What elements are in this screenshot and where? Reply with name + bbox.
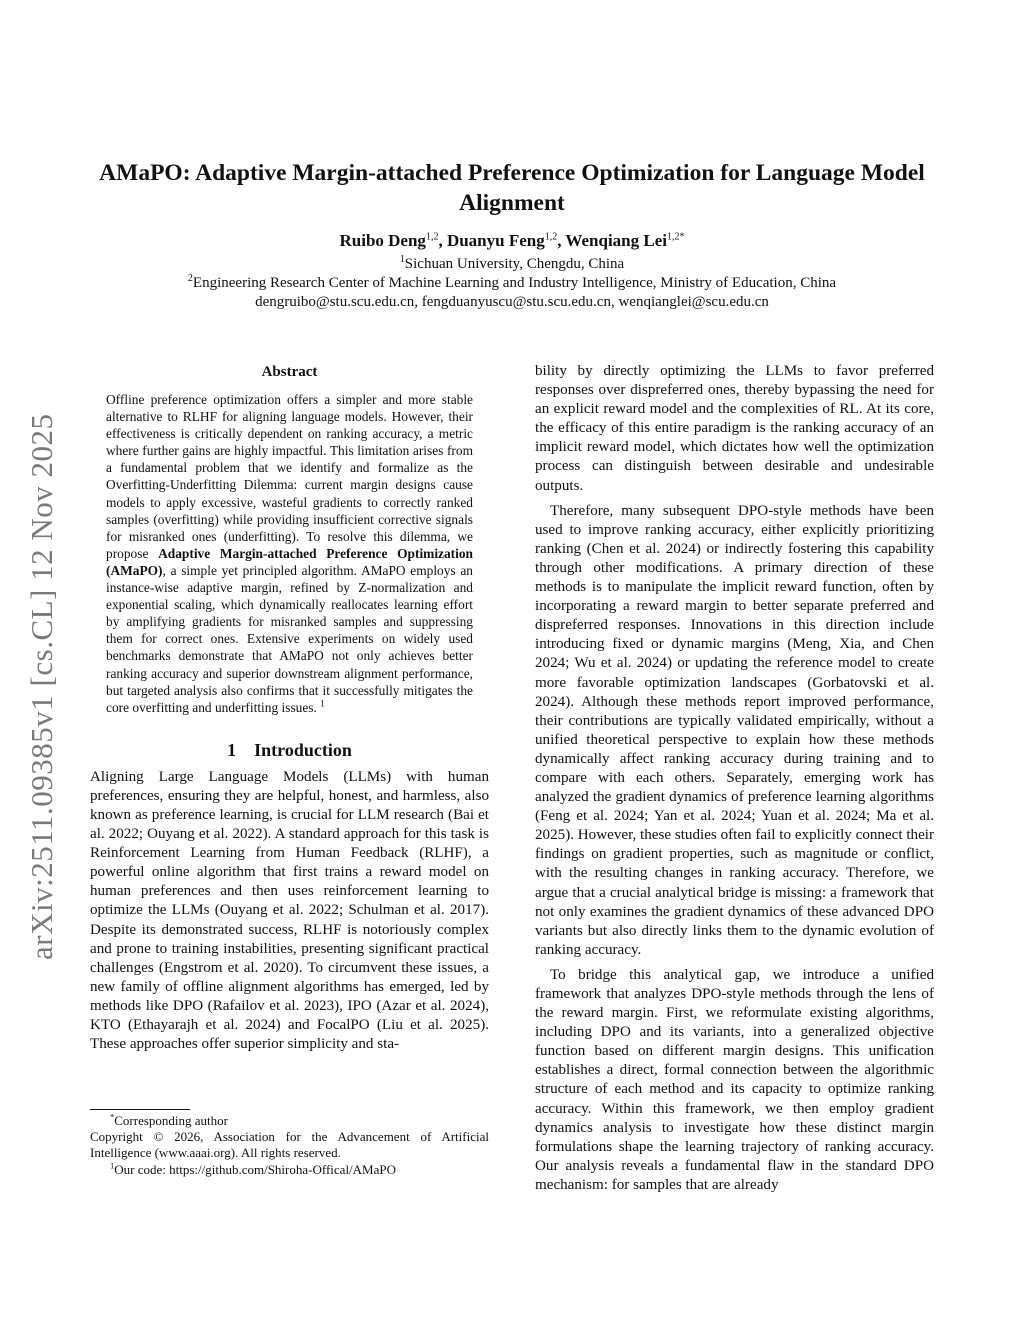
author-emails: dengruibo@stu.scu.edu.cn, fengduanyuscu@stu.scu.edu.cn, wenqianglei@scu.edu.cn — [255, 294, 769, 310]
right-column — [535, 362, 934, 1195]
section-heading-introduction — [90, 738, 489, 762]
abstract-body: Offline preference optimization offers a simpler and more stable alternative to RLHF for aligning language models. However, their effectiveness is critically dependent on ranking accuracy, a metric where further gains are highly impactful. This limitation arises from a fundamental problem that we identify and formalize as the Overfitting-Underfitting Dilemma: current margin designs cause models to apply excessive, wasteful gradients to correctly ranked samples (overfitting) while providing insufficient corrective signals for misranked ones (underfitting). To resolve this dilemma, we propose Adaptive Margin-attached Preference Optimization (AMaPO), a simple yet principled algorithm. AMaPO employs an instance-wise adaptive margin, refined by Z-normalization and exponential scaling, which dynamically reallocates learning effort by amplifying gradients for misranked samples and suppressing them for correct ones. Extensive experiments on widely used benchmarks demonstrate that AMaPO not only achieves better ranking accuracy and superior downstream alignment performance, but targeted analysis also confirms that it successfully mitigates the core overfitting and underfitting issues. $^1$ — [106, 392, 473, 715]
author-affiliation-mark: 1,2* — [666, 231, 685, 243]
author-list: Ruibo Deng$^{1,2}$, Duanyu Feng$^{1,2}$, Wenqiang Lei$^{1,2*}$ — [339, 231, 685, 250]
abstract-heading: Abstract — [261, 364, 318, 380]
author-affiliation-mark: 1,2 — [544, 231, 558, 243]
left-column — [90, 362, 489, 1054]
author-name: Duanyu Feng — [446, 231, 545, 250]
arxiv-identifier-stamp: arXiv:2511.09385v1 [cs.CL] 12 Nov 2025 — [24, 413, 59, 960]
copyright-notice: Copyright © 2026, Association for the Advancement of Artificial Intelligence (www.aaai.org). All rights reserved. — [90, 1129, 489, 1161]
footnote-mark: 1 — [320, 698, 325, 709]
section-number: 1 — [227, 739, 237, 760]
footnote-rule — [90, 1109, 190, 1110]
author-name: Ruibo Deng — [339, 231, 426, 250]
affiliation-line: $^2$Engineering Research Center of Machine Learning and Industry Intelligence, Ministry of Education, China — [187, 273, 837, 291]
footnotes — [90, 1113, 489, 1178]
section-title: Introduction — [254, 739, 352, 760]
affiliation-line: $^1$Sichuan University, Chengdu, China — [399, 254, 625, 272]
affiliation-text: Sichuan University, Chengdu, China — [404, 256, 625, 272]
method-name: Adaptive Margin-attached Preference Optimization (AMaPO) — [106, 545, 473, 578]
body-paragraph: Aligning Large Language Models (LLMs) with human preferences, ensuring they are helpful, honest, and harmless, also known as preference learning, is crucial for LLM research (Bai et al. 2022; Ouyang et al. 2022). A standard approach for this task is Reinforcement Learning from Human Feedback (RLHF), a powerful online algorithm that first trains a reward model on human preferences and then uses reinforcement learning to optimize the LLMs (Ouyang et al. 2022; Schulman et al. 2017). Despite its demonstrated success, RLHF is notoriously complex and prone to training instabilities, presenting significant practical challenges (Engstrom et al. 2020). To circumvent these issues, a new family of offline alignment algorithms has emerged, led by methods like DPO (Rafailov et al. 2023), IPO (Azar et al. 2024), KTO (Ethayarajh et al. 2024) and FocalPO (Liu et al. 2025). These approaches offer superior simplicity and sta- — [90, 768, 489, 1053]
paper-title: AMaPO: Adaptive Margin-attached Preference Optimization for Language Model Alignment — [99, 160, 925, 216]
title-block — [90, 158, 934, 312]
author-affiliation-mark: 1,2 — [425, 231, 439, 243]
affiliation-text: Engineering Research Center of Machine Learning and Industry Intelligence, Ministry of Education, China — [192, 275, 837, 291]
footnote-code-link: $^1$Our code: https://github.com/Shiroha-Offical/AMaPO — [110, 1160, 396, 1177]
body-paragraph: Therefore, many subsequent DPO-style methods have been used to improve ranking accuracy, either explicitly prioritizing ranking (Chen et al. 2024) or indirectly fostering this capability through other modifications. A primary direction of these methods is to manipulate the implicit reward function, often by incorporating a reward margin to better separate preferred and dispreferred responses. Innovations in this direction include introducing fixed or dynamic margins (Meng, Xia, and Chen 2024; Wu et al. 2024) or updating the reference model to create more favorable optimization landscapes (Gorbatovski et al. 2024). Although these methods report improved performance, their contributions are typically validated empirically, without a unified theoretical perspective to explain how these methods dynamically affect ranking accuracy during training and to compare with each others. Separately, emerging work has analyzed the gradient dynamics of preference learning algorithms (Feng et al. 2024; Yan et al. 2024; Yuan et al. 2024; Ma et al. 2025). However, these studies often fail to explicitly connect their findings on gradient properties, such as magnitude or conflict, with the resulting changes in ranking accuracy. Therefore, we argue that a crucial analytical bridge is missing: a framework that not only examines the gradient dynamics of these advanced DPO variants but also directly links them to the dynamic evolution of ranking accuracy. — [535, 502, 934, 958]
footnote-corresponding: *Corresponding author — [110, 1111, 228, 1128]
body-paragraph: To bridge this analytical gap, we introduce a unified framework that analyzes DPO-style methods through the lens of the reward margin. First, we reformulate existing algorithms, including DPO and its variants, into a generalized objective function based on different margin designs. This unification establishes a direct, formal connection between the algorithmic structure of each method and its capacity to optimize ranking accuracy. Within this framework, we then employ gradient dynamics analysis to investigate how these distinct margin formulations shape the learning trajectory of ranking accuracy. Our analysis reveals a fundamental flaw in the standard DPO mechanism: for samples that are already — [535, 966, 934, 1193]
author-name: Wenqiang Lei — [565, 231, 667, 250]
body-paragraph: bility by directly optimizing the LLMs to favor preferred responses over dispreferred ones, thereby bypassing the need for an explicit reward model and the complexities of RL. At its core, the efficacy of this entire paradigm is the ranking accuracy of an implicit reward model, which dictates how well the optimization process can distinguish between desirable and undesirable outputs. — [535, 363, 934, 494]
